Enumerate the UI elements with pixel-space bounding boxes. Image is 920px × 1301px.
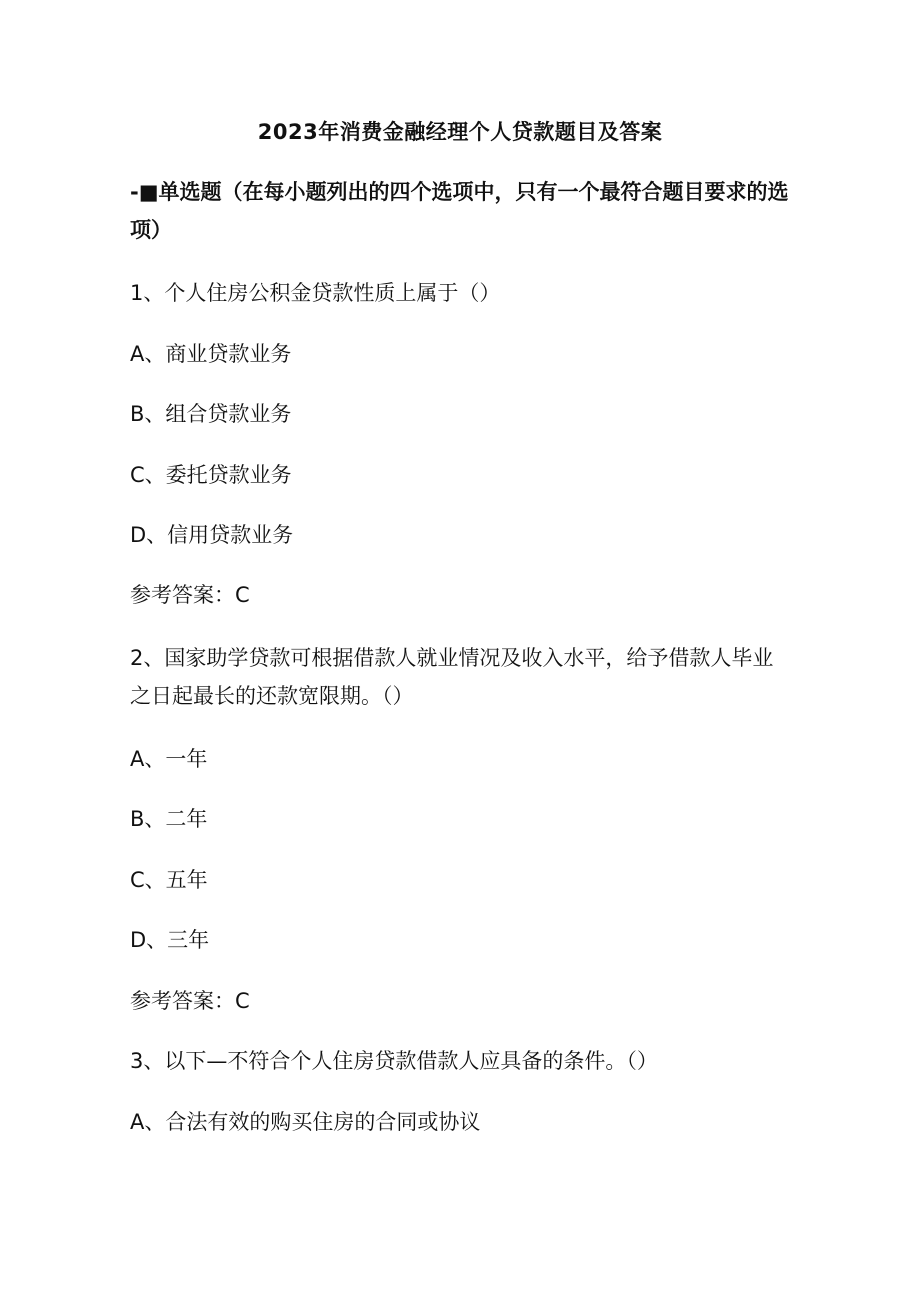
question-1-option-a: A、商业贷款业务 xyxy=(130,342,292,366)
question-2-text: 2、国家助学贷款可根据借款人就业情况及收入水平，给予借款人毕业之日起最长的还款宽限期。（） xyxy=(130,646,774,708)
question-2-option-c: C、五年 xyxy=(130,868,208,892)
question-1-option-c: C、委托贷款业务 xyxy=(130,463,292,487)
question-3-text: 3、以下—不符合个人住房贷款借款人应具备的条件。（） xyxy=(130,1049,658,1073)
question-2-option-d: D、三年 xyxy=(130,928,210,952)
section-heading: -■单选题（在每小题列出的四个选项中，只有一个最符合题目要求的选项） xyxy=(130,180,789,242)
question-1-option-d: D、信用贷款业务 xyxy=(130,523,294,547)
question-1-answer: 参考答案：C xyxy=(130,583,250,607)
question-1-option-b: B、组合贷款业务 xyxy=(130,402,292,426)
question-2-option-a: A、一年 xyxy=(130,747,208,771)
question-1-text: 1、个人住房公积金贷款性质上属于（） xyxy=(130,281,501,305)
question-2-option-b: B、二年 xyxy=(130,807,208,831)
question-2-answer: 参考答案：C xyxy=(130,989,250,1013)
question-3-option-a: A、合法有效的购买住房的合同或协议 xyxy=(130,1110,481,1134)
document-title: 2023年消费金融经理个人贷款题目及答案 xyxy=(257,120,663,144)
